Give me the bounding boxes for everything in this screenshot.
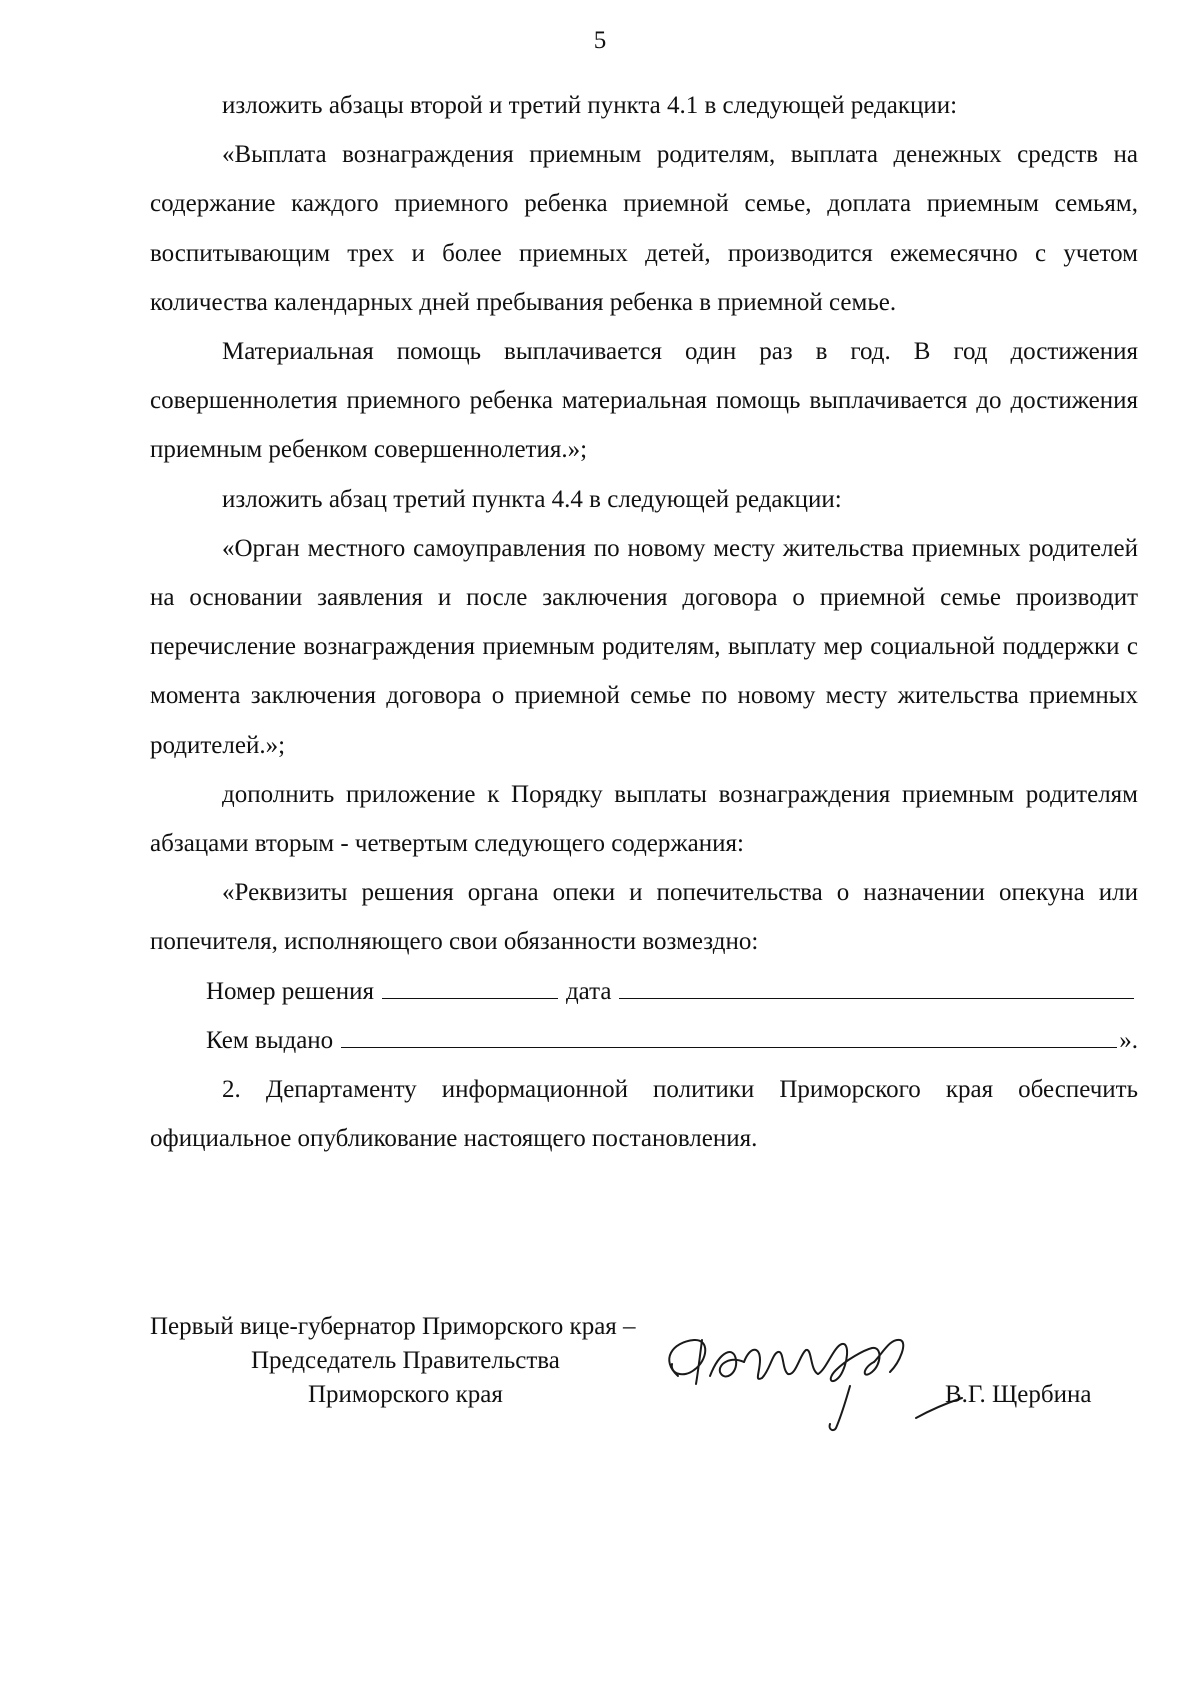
date-blank: [619, 976, 1134, 999]
decision-number-line: [150, 967, 1138, 1016]
paragraph-material-aid: Материальная помощь выплачивается один раз в год. В год достижения совершеннолетия приемного ребенка материальная помощь выплачивается до достижения приемным ребенком совершеннолетия.»;: [150, 338, 1138, 464]
paragraph-amend-4-4: изложить абзац третий пункта 4.4 в следующей редакции:: [222, 485, 842, 513]
paragraph-publication-text: Департаменту информационной политики Приморского края обеспечить официальное опубликование настоящего постановления.: [150, 1076, 1138, 1153]
handwritten-signature: [650, 1290, 970, 1450]
paragraph-guardianship-details: «Реквизиты решения органа опеки и попечительства о назначении опекуна или попечителя, исполняющего свои обязанности возмездно:: [150, 879, 1138, 956]
issued-by-blank: [341, 1025, 1117, 1048]
page-number: 5: [593, 27, 607, 54]
paragraph-amend-4-1: изложить абзацы второй и третий пункта 4.1 в следующей редакции:: [222, 92, 958, 119]
signer-position-line3: Приморского края: [308, 1381, 503, 1408]
document-body: [150, 81, 1138, 1163]
issued-by-label: Кем выдано: [206, 1026, 334, 1054]
signer-position-line1: Первый вице-губернатор Приморского края –: [150, 1313, 636, 1340]
signer-name: В.Г. Щербина: [945, 1381, 1092, 1408]
paragraph-number: 2.: [222, 1076, 241, 1104]
decision-number-blank: [382, 976, 558, 999]
paragraph-publication: [150, 1065, 1138, 1163]
paragraph-payment-text: «Выплата вознаграждения приемным родителям, выплата денежных средств на содержание каждого приемного ребенка приемной семье, доплата приемным семьям, воспитывающим трех и более приемных детей, производится ежемесячно с учетом количества календарных дней пребывания ребенка в приемной семье.: [150, 141, 1138, 316]
paragraph-appendix-amend: дополнить приложение к Порядку выплаты вознаграждения приемным родителям абзацами вторым - четвертым следующего содержания:: [150, 780, 1138, 858]
paragraph-local-authority: «Орган местного самоуправления по новому месту жительства приемных родителей на основании заявления и после заключения договора о приемной семье производит перечисление вознаграждения приемным родителям, выплату мер социальной поддержки с момента заключения договора о приемной семье по новому месту жительства приемных родителей.»;: [150, 534, 1138, 759]
decision-number-label: Номер решения: [206, 977, 374, 1005]
closing-quote: ».: [1119, 1026, 1138, 1054]
issued-by-line: [150, 1016, 1138, 1065]
signature-block: [150, 1310, 1140, 1450]
date-label: дата: [565, 977, 612, 1005]
signer-position-line2: Председатель Правительства: [251, 1347, 560, 1374]
